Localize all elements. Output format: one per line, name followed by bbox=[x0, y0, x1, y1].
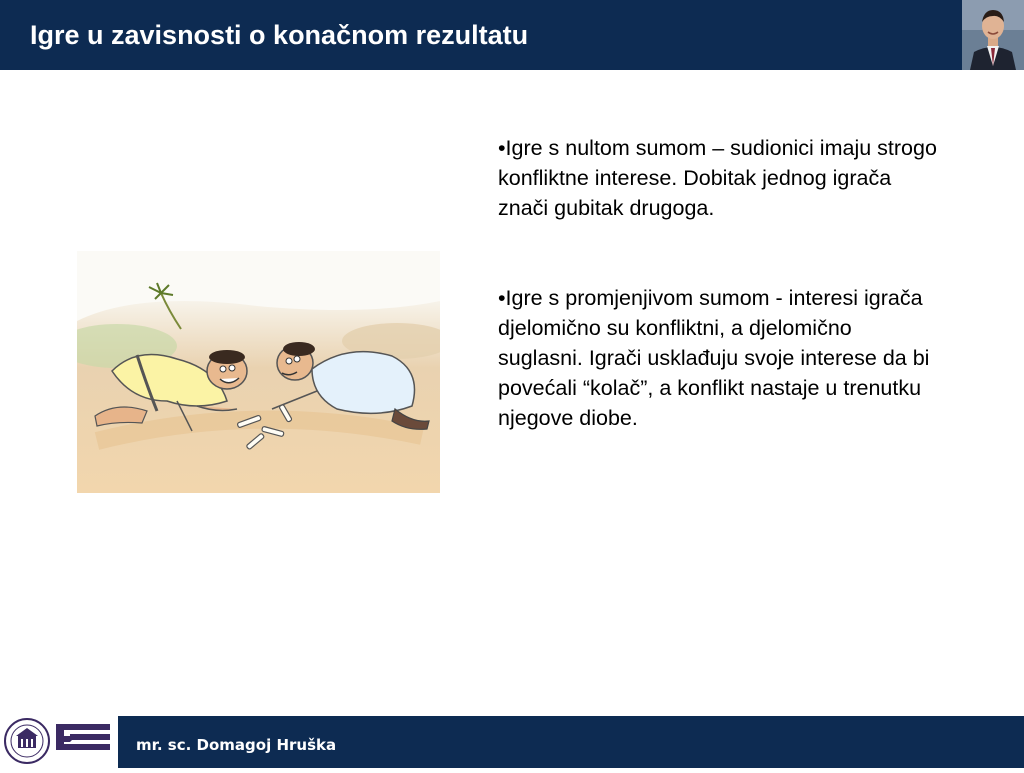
presenter-photo bbox=[962, 0, 1024, 70]
author-name: mr. sc. Domagoj Hruška bbox=[136, 736, 337, 754]
slide-title: Igre u zavisnosti o konačnom rezultatu bbox=[30, 20, 529, 50]
bullet-variable-sum: •Igre s promjenjivom sumom - interesi igrača djelomično su konfliktni, a djelomično suglasni. Igrači usklađuju svoje interese da bi povećali “kolač”, a konflikt nastaje u trenutku njegove diobe. bbox=[498, 286, 930, 430]
footer-bar bbox=[118, 716, 1024, 768]
university-seal-icon bbox=[5, 719, 49, 763]
cartoon-illustration bbox=[77, 251, 440, 493]
header-bar bbox=[0, 0, 1024, 70]
bullet-zero-sum: •Igre s nultom sumom – sudionici imaju strogo konfliktne interese. Dobitak jednog igrača znači gubitak drugoga. bbox=[498, 136, 937, 220]
faculty-logo-icon bbox=[56, 724, 110, 750]
footer-logo bbox=[0, 712, 118, 768]
bullet-list bbox=[498, 133, 938, 433]
